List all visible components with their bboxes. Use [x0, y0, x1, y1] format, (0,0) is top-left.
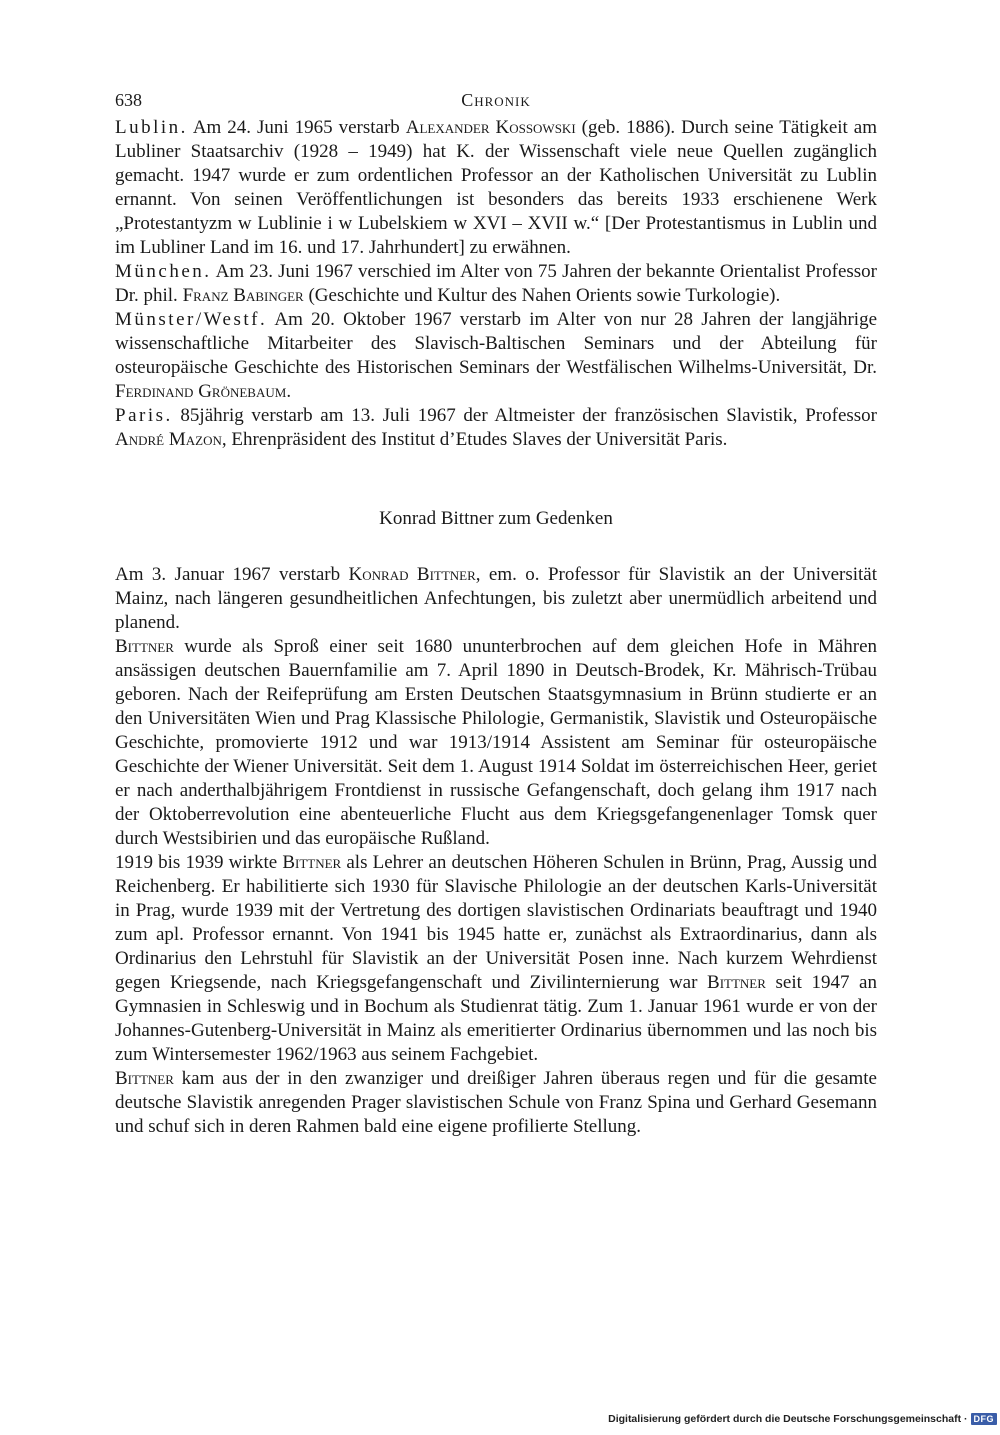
document-page — [115, 82, 877, 1139]
memorial-paragraph-2: Bittner wurde als Sproß einer seit 1680 ununterbrochen auf dem gleichen Hofe in Mähren ansässigen deutschen Bauernfamilie am 7. April 1890 in Deutsch-Brodek, Kr. Mährisch-Trübau geboren. Nach der Reifeprüfung am Ersten Deutschen Staatsgymnasium in Brünn studierte er an den Universitäten Wien und Prag Klassische Philologie, Germanistik, Slavistik und Osteuropäische Geschichte, promovierte 1912 und war 1913/1914 Assistent am Seminar für osteuropäische Geschichte der Wiener Universität. Seit dem 1. August 1914 Soldat im österreichischen Heer, geriet er nach anderthalbjährigem Frontdienst in russische Gefangenschaft, doch gelang ihm 1917 nach der Oktoberrevolution eine abenteuerliche Flucht aus dem Kriegsgefangenenlager Tomsk quer durch Westsibirien und das europäische Rußland. — [115, 636, 877, 849]
memorial-paragraph-4: Bittner kam aus der in den zwanziger und dreißiger Jahren überaus regen und für die gesamte deutsche Slavistik anregenden Prager slavistischen Schule von Franz Spina und Gerhard Gesemann und schuf sich in deren Rahmen bald eine eigene profilierte Stellung. — [115, 1068, 877, 1137]
memorial-paragraph-1: Am 3. Januar 1967 verstarb Konrad Bittner, em. o. Professor für Slavistik an der Universität Mainz, nach längeren gesundheitlichen Anfechtungen, bis zuletzt aber unermüdlich arbeitend und planend. — [115, 564, 877, 633]
obituary-paris: Paris. 85jährig verstarb am 13. Juli 1967 der Altmeister der französischen Slavistik, Professor André Mazon, Ehrenpräsident des Institut d’Etudes Slaves der Universität Paris. — [115, 405, 877, 450]
memorial-paragraph-3: 1919 bis 1939 wirkte Bittner als Lehrer an deutschen Höheren Schulen in Brünn, Prag, Aussig und Reichenberg. Er habilitierte sich 1930 für Slavische Philologie an der deutschen Karls-Universität in Prag, wurde 1939 mit der Vertretung des dortigen slavistischen Ordinariats beauftragt und 1940 zum apl. Professor ernannt. Von 1941 bis 1945 hatte er, zunächst als Extraordinarius, dann als Ordinarius den Lehrstuhl für Slavistik an der Universität Posen inne. Nach kurzem Wehrdienst gegen Kriegsende, nach Kriegsgefangenschaft und Zivilinternierung war Bittner seit 1947 an Gymnasien in Schleswig und in Bochum als Studienrat tätig. Zum 1. Januar 1961 wurde er von der Johannes-Gutenberg-Universität in Mainz als emeritierter Ordinarius übernommen und las noch bis zum Wintersemester 1962/1963 aus seinem Fachgebiet. — [115, 852, 877, 1065]
footer-text: Digitalisierung gefördert durch die Deutsche Forschungsgemeinschaft · — [608, 1413, 968, 1425]
running-head: Chronik — [461, 90, 531, 110]
person-name: Bittner — [115, 636, 174, 657]
person-name: Alexander Kossowski — [405, 117, 576, 138]
place-name: Münster/Westf. — [115, 309, 268, 330]
place-name: München. — [115, 261, 212, 282]
place-name: Paris. — [115, 405, 173, 426]
place-name: Lublin. — [115, 117, 188, 138]
digitization-footer — [608, 1413, 997, 1425]
page-number: 638 — [115, 90, 142, 110]
obituary-muenster: Münster/Westf. Am 20. Oktober 1967 verstarb im Alter von nur 28 Jahren der langjährige wissenschaftliche Mitarbeiter des Slavisch-Baltischen Seminars und der Abteilung für osteuropäische Geschichte des Historischen Seminars der Westfälischen Wilhelms-Universität, Dr. Ferdinand Grönebaum. — [115, 309, 877, 402]
person-name: Ferdinand Grönebaum — [115, 381, 287, 402]
person-name: André Mazon — [115, 429, 222, 450]
person-name: Bittner — [707, 972, 766, 993]
dfg-logo: DFG — [971, 1413, 998, 1425]
obituary-muenchen: München. Am 23. Juni 1967 verschied im Alter von 75 Jahren der bekannte Orientalist Professor Dr. phil. Franz Babinger (Geschichte und Kultur des Nahen Orients sowie Turkologie). — [115, 261, 877, 306]
person-name: Bittner — [115, 1068, 174, 1089]
obituary-lublin: Lublin. Am 24. Juni 1965 verstarb Alexander Kossowski (geb. 1886). Durch seine Tätigkeit am Lubliner Staatsarchiv (1928 – 1949) hat K. der Wissenschaft viele neue Quellen zugänglich gemacht. 1947 wurde er zum ordentlichen Professor an der Katholischen Universität zu Lublin ernannt. Von seinen Veröffentlichungen ist besonders das bereits 1933 erschienene Werk „Protestantyzm w Lublinie i w Lubelskiem w XVI – XVII w.“ [Der Protestantismus in Lublin und im Lubliner Land im 16. und 17. Jahrhundert] zu erwähnen. — [115, 117, 877, 258]
page-header — [115, 82, 877, 116]
section-title: Konrad Bittner zum Gedenken — [379, 508, 613, 529]
person-name: Bittner — [282, 852, 342, 873]
person-name: Franz Babinger — [182, 285, 304, 306]
person-name: Konrad Bittner — [348, 564, 476, 585]
